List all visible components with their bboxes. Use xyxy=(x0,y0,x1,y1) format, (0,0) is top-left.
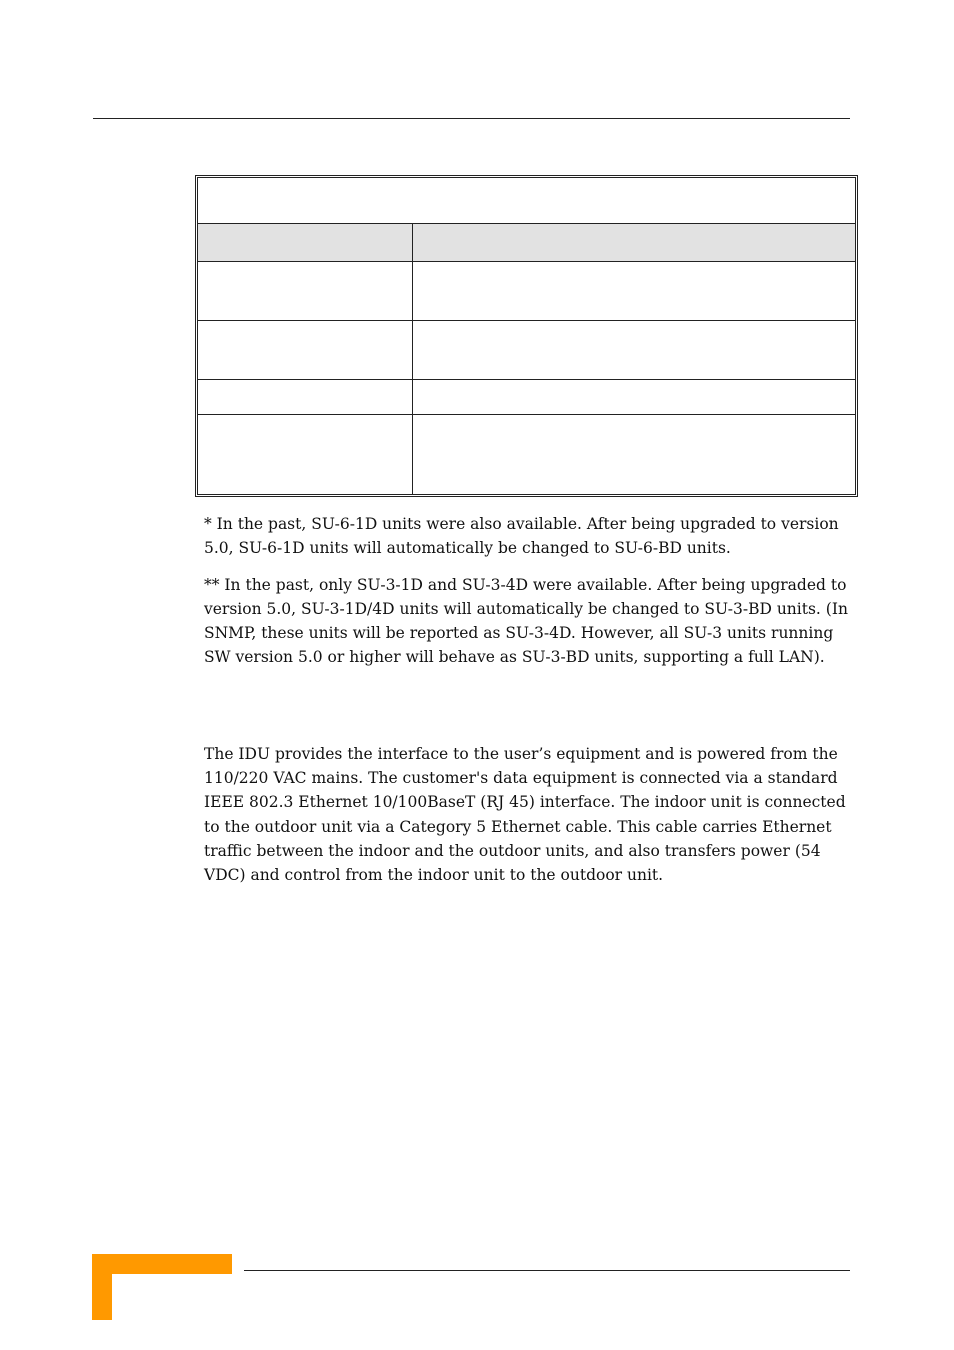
footnote-su3: ** In the past, only SU-3-1D and SU-3-4D were available. After being upgraded to version 5.0, SU-3-1D/4D units will automatically be changed to SU-3-BD units. (In SNMP, these units will be reported as SU-3-4D. However, all SU-3 units running SW version 5.0 or higher will behave as SU-3-BD units, supporting a full LAN). xyxy=(204,576,848,666)
header-rule xyxy=(93,118,850,119)
idu-description-paragraph: The IDU provides the interface to the user’s equipment and is powered from the 110/220 VAC mains. The customer's data equipment is connected via a standard IEEE 802.3 Ethernet 10/100BaseT (RJ 45) interface. The indoor unit is connected to the outdoor unit via a Category 5 Ethernet cable. This cable carries Ethernet traffic between the indoor and the outdoor units, and also transfers power (54 VDC) and control from the indoor unit to the outdoor unit. xyxy=(204,745,846,885)
footnote-su6: * In the past, SU-6-1D units were also available. After being upgraded to version 5.0, SU-6-1D units will automatically be changed to SU-6-BD units. xyxy=(204,515,839,557)
units-table xyxy=(195,175,858,497)
table-row xyxy=(198,261,855,321)
footer-corner-post xyxy=(92,1254,112,1320)
table-header-shading xyxy=(198,224,855,262)
table-row xyxy=(198,414,855,494)
footer-rule xyxy=(244,1270,850,1271)
footer-corner-mark xyxy=(92,1254,232,1320)
table-row xyxy=(198,320,855,380)
table-row xyxy=(198,379,855,415)
table-column-divider xyxy=(412,223,413,494)
table-column-header-row xyxy=(198,223,855,262)
footer-corner-bar xyxy=(92,1254,232,1274)
